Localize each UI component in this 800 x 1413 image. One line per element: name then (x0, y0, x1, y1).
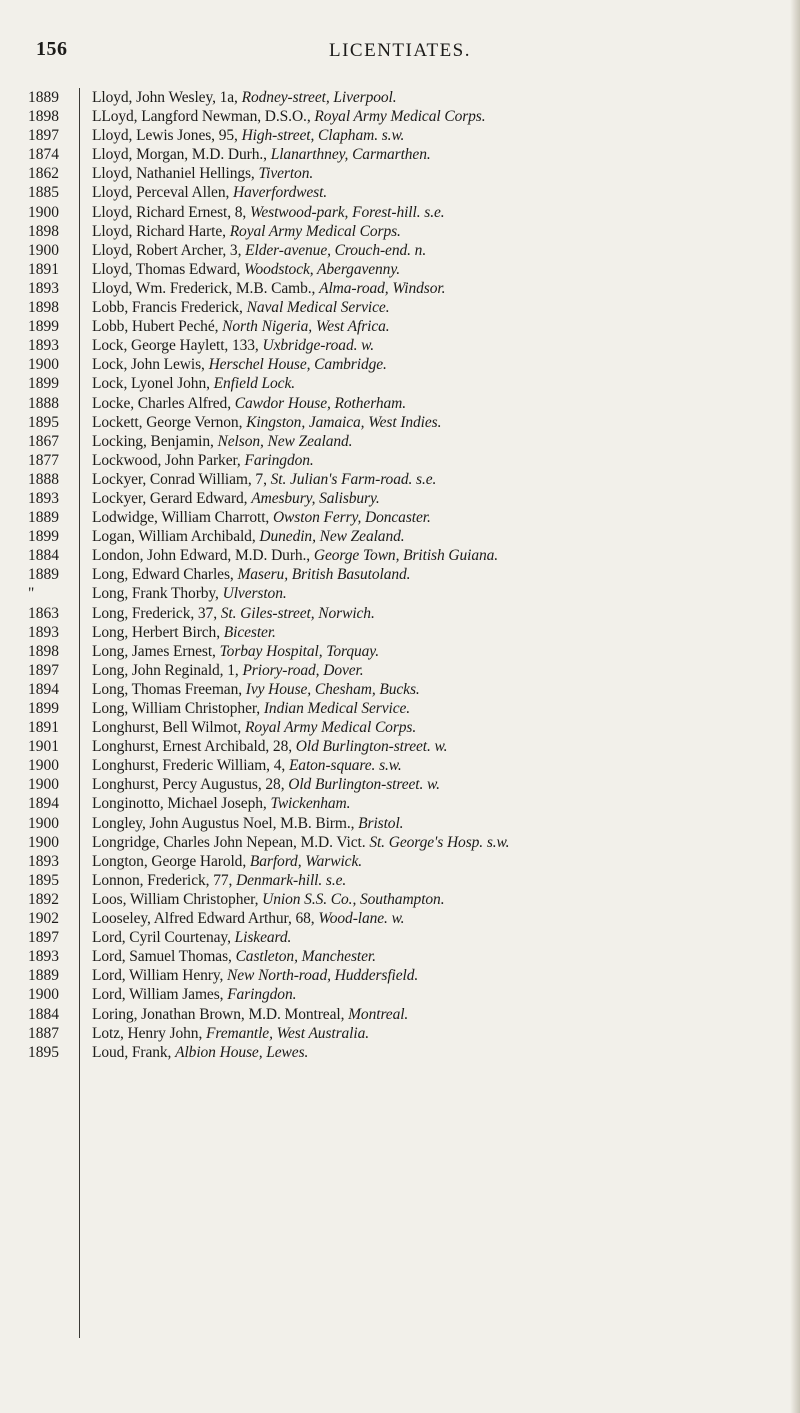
entry-address: Royal Army Medical Corps. (229, 222, 401, 240)
entry-year: 1893 (28, 279, 59, 297)
entry-address: Owston Ferry, Doncaster. (272, 509, 431, 527)
entry-address: Fremantle, West Australia. (206, 1024, 370, 1042)
entry-text (92, 661, 782, 680)
entry-name: Lockwood, John Parker, (92, 451, 245, 469)
entry-text (92, 107, 782, 126)
entry-year: 1899 (28, 375, 59, 393)
list-item (0, 814, 800, 833)
entry-text (92, 737, 782, 756)
entry-text (92, 489, 782, 508)
entry-text (92, 260, 782, 279)
entry-name: Long, William Christopher, (92, 700, 264, 717)
list-item (0, 775, 800, 794)
entry-address: Nelson, New Zealand. (217, 432, 353, 450)
entry-text (92, 222, 782, 241)
list-item (0, 604, 800, 623)
entry-name: Longhurst, Frederic William, 4, (92, 757, 289, 775)
entry-text (92, 279, 782, 298)
entry-address: Bristol. (358, 814, 404, 832)
entry-address: Union S.S. Co., Southampton. (262, 890, 445, 908)
entry-text (92, 928, 782, 947)
entry-text (92, 88, 782, 107)
entry-name: Lord, William Henry, (92, 967, 228, 985)
entry-name: London, John Edward, M.D. Durh., (92, 547, 314, 565)
list-item (0, 470, 800, 489)
entry-text (92, 145, 782, 164)
list-item (0, 317, 800, 336)
entry-address: Llanarthney, Carmarthen. (270, 146, 431, 164)
entry-name: Long, James Ernest, (92, 642, 220, 660)
entry-year: 1893 (28, 852, 59, 870)
entry-name: Lloyd, Robert Archer, 3, (92, 241, 246, 259)
entry-year: 1889 (28, 89, 59, 106)
entry-year: 1894 (28, 680, 59, 698)
list-item (0, 699, 800, 718)
entry-text (92, 947, 782, 966)
entry-name: Long, Edward Charles, (92, 566, 238, 584)
entry-name: Longley, John Augustus Noel, M.B. Birm., (92, 814, 359, 832)
entry-year: 1895 (28, 871, 59, 889)
entry-address: Kingston, Jamaica, West Indies. (246, 413, 442, 431)
list-item (0, 241, 800, 260)
entry-address: Castleton, Manchester. (235, 948, 376, 966)
entry-address: Rodney-street, Liverpool. (241, 89, 397, 106)
list-item (0, 833, 800, 852)
list-item (0, 527, 800, 546)
list-item (0, 394, 800, 413)
entry-text (92, 909, 782, 928)
entry-address: Old Burlington-street. w. (288, 776, 440, 794)
entry-year: 1889 (28, 967, 59, 985)
list-item (0, 546, 800, 565)
entry-name: Loud, Frank, (92, 1043, 176, 1061)
list-item (0, 489, 800, 508)
list-item (0, 947, 800, 966)
entry-address: Ivy House, Chesham, Bucks. (245, 680, 420, 698)
entry-name: Lobb, Francis Frederick, (92, 299, 247, 317)
entry-name: Longhurst, Ernest Archibald, 28, (92, 738, 296, 756)
entry-address: Liskeard. (234, 929, 292, 947)
entry-name: Lloyd, Morgan, M.D. Durh., (92, 146, 271, 164)
entry-address: Naval Medical Service. (246, 299, 390, 317)
entry-text (92, 317, 782, 336)
entry-text (92, 1005, 782, 1024)
list-item (0, 164, 800, 183)
entry-address: Bicester. (223, 623, 276, 641)
entry-name: LLoyd, Langford Newman, D.S.O., (92, 108, 315, 126)
list-item (0, 1005, 800, 1024)
entry-text (92, 355, 782, 374)
entry-year: 1891 (28, 719, 59, 737)
entry-address: Haverfordwest. (233, 184, 328, 202)
entry-name: Lloyd, Thomas Edward, (92, 260, 245, 278)
list-item (0, 183, 800, 202)
entry-name: Logan, William Archibald, (92, 528, 260, 546)
entry-year: 1884 (28, 547, 59, 565)
list-item (0, 1024, 800, 1043)
entry-year: 1900 (28, 776, 59, 794)
list-item (0, 126, 800, 145)
entry-name: Loring, Jonathan Brown, M.D. Montreal, (92, 1005, 349, 1023)
list-item (0, 279, 800, 298)
entry-address: Indian Medical Service. (263, 700, 411, 717)
entry-name: Locke, Charles Alfred, (92, 394, 235, 412)
entry-text (92, 1043, 782, 1062)
entry-name: Long, Herbert Birch, (92, 623, 224, 641)
list-item (0, 203, 800, 222)
running-title: LICENTIATES. (328, 40, 471, 61)
entry-year: 1893 (28, 623, 59, 641)
entry-text (92, 298, 782, 317)
entry-address: Eaton-square. s.w. (288, 757, 402, 775)
entry-address: Amesbury, Salisbury. (251, 489, 380, 507)
entry-text (92, 394, 782, 413)
entry-address: Uxbridge-road. w. (262, 337, 375, 355)
entry-year: 1891 (28, 260, 59, 278)
entry-year: 1902 (28, 910, 59, 928)
list-item (0, 355, 800, 374)
entry-year: 1894 (28, 795, 59, 813)
entry-text (92, 966, 782, 985)
entry-text (92, 871, 782, 890)
entry-name: Longinotto, Michael Joseph, (92, 795, 271, 813)
entry-name: Lord, Samuel Thomas, (92, 948, 236, 966)
entry-year: 1893 (28, 948, 59, 966)
entry-address: Elder-avenue, Crouch-end. n. (245, 241, 427, 259)
entry-address: Enfield Lock. (213, 375, 296, 393)
list-item (0, 718, 800, 737)
entry-text (92, 470, 782, 489)
entry-year: 1893 (28, 337, 59, 355)
entry-name: Lloyd, Richard Ernest, 8, (92, 203, 250, 221)
entry-address: Twickenham. (270, 795, 351, 813)
entry-name: Lockyer, Conrad William, 7, (92, 470, 271, 488)
entry-address: George Town, British Guiana. (313, 547, 499, 565)
entry-address: Woodstock, Abergavenny. (244, 260, 401, 278)
entry-text (92, 432, 782, 451)
entry-year: 1901 (28, 738, 59, 756)
entry-address: High-street, Clapham. s.w. (241, 127, 405, 145)
list-item (0, 890, 800, 909)
entry-name: Lockyer, Gerard Edward, (92, 489, 252, 507)
entry-text (92, 183, 782, 202)
entry-address: Royal Army Medical Corps. (244, 719, 417, 737)
list-item (0, 928, 800, 947)
entry-year: 1897 (28, 661, 59, 679)
entry-text (92, 1024, 782, 1043)
entry-address: Royal Army Medical Corps. (314, 108, 486, 126)
entry-name: Lord, Cyril Courtenay, (92, 929, 235, 947)
entry-text (92, 985, 782, 1004)
list-item (0, 88, 800, 107)
entry-year: 1885 (28, 184, 59, 202)
entry-text (92, 527, 782, 546)
entry-year: 1889 (28, 566, 59, 584)
entry-text (92, 413, 782, 432)
entry-year: 1888 (28, 394, 59, 412)
entry-year: 1900 (28, 241, 59, 259)
entry-text (92, 680, 782, 699)
entry-year: 1874 (28, 146, 59, 164)
list-item (0, 432, 800, 451)
entry-address: Tiverton. (258, 165, 314, 183)
entry-name: Longridge, Charles John Nepean, M.D. Vict. (92, 833, 370, 851)
page-number: 156 (36, 38, 68, 60)
entry-address: Cawdor House, Rotherham. (234, 394, 407, 412)
entry-name: Lloyd, Wm. Frederick, M.B. Camb., (92, 279, 320, 297)
entry-year: 1898 (28, 222, 59, 240)
list-item (0, 145, 800, 164)
entry-address: Faringdon. (227, 986, 297, 1004)
entry-name: Lobb, Hubert Peché, (92, 318, 223, 336)
list-item (0, 852, 800, 871)
entry-year: 1863 (28, 604, 59, 622)
entry-year: 1900 (28, 833, 59, 851)
entry-text (92, 852, 782, 871)
entry-name: Lloyd, Richard Harte, (92, 222, 230, 240)
list-item (0, 737, 800, 756)
entry-name: Long, Thomas Freeman, (92, 680, 246, 698)
list-item (0, 756, 800, 775)
entry-address: Barford, Warwick. (249, 852, 363, 870)
entry-name: Lloyd, John Wesley, 1a, (92, 89, 242, 106)
entry-year: 1884 (28, 1005, 59, 1023)
page-edge (790, 0, 800, 1413)
list-item (0, 298, 800, 317)
entry-year: 1867 (28, 432, 59, 450)
entry-text (92, 508, 782, 527)
entry-name: Longhurst, Percy Augustus, 28, (92, 776, 289, 794)
entry-year: " (28, 585, 35, 603)
entry-address: Old Burlington-street. w. (295, 738, 448, 756)
entry-address: St. George's Hosp. s.w. (369, 833, 510, 851)
entry-text (92, 374, 782, 393)
list-item (0, 794, 800, 813)
list-item (0, 909, 800, 928)
entry-name: Lockett, George Vernon, (92, 413, 247, 431)
entry-year: 1900 (28, 986, 59, 1004)
entry-name: Lotz, Henry John, (92, 1024, 206, 1042)
list-item (0, 1043, 800, 1062)
licentiates-list (0, 88, 800, 1062)
entry-text (92, 699, 782, 718)
entry-year: 1899 (28, 318, 59, 336)
entry-year: 1900 (28, 203, 59, 221)
entry-text (92, 203, 782, 222)
entry-address: Ulverston. (222, 585, 287, 603)
entry-text (92, 756, 782, 775)
entry-year: 1898 (28, 299, 59, 317)
page-header (0, 0, 800, 70)
entry-year: 1900 (28, 356, 59, 374)
entry-text (92, 604, 782, 623)
entry-year: 1899 (28, 528, 59, 546)
entry-name: Lord, William James, (92, 986, 228, 1004)
list-item (0, 451, 800, 470)
entry-name: Looseley, Alfred Edward Arthur, 68, (92, 910, 319, 928)
entry-text (92, 890, 782, 909)
entry-year: 1898 (28, 642, 59, 660)
list-item (0, 966, 800, 985)
entry-address: Faringdon. (244, 451, 314, 469)
entry-name: Long, Frank Thorby, (92, 585, 223, 603)
entry-text (92, 565, 782, 584)
entry-year: 1893 (28, 489, 59, 507)
list-item (0, 107, 800, 126)
entry-name: Lonnon, Frederick, 77, (92, 871, 237, 889)
entry-year: 1898 (28, 108, 59, 126)
entry-year: 1887 (28, 1024, 59, 1042)
entry-name: Lloyd, Perceval Allen, (92, 184, 234, 202)
list-item (0, 336, 800, 355)
entry-address: St. Julian's Farm-road. s.e. (270, 470, 437, 488)
entry-text (92, 775, 782, 794)
entry-name: Locking, Benjamin, (92, 432, 218, 450)
entry-name: Lloyd, Nathaniel Hellings, (92, 165, 259, 183)
entry-name: Lock, John Lewis, (92, 356, 209, 374)
list-item (0, 623, 800, 642)
entry-address: Albion House, Lewes. (175, 1043, 309, 1061)
list-item (0, 584, 800, 603)
list-item (0, 565, 800, 584)
entry-address: Maseru, British Basutoland. (237, 566, 411, 584)
entry-name: Lloyd, Lewis Jones, 95, (92, 127, 242, 145)
entry-year: 1888 (28, 470, 59, 488)
entry-address: Wood-lane. w. (318, 910, 405, 928)
list-item (0, 413, 800, 432)
entry-year: 1862 (28, 165, 59, 183)
entry-address: Priory-road, Dover. (242, 661, 364, 679)
list-item (0, 642, 800, 661)
entry-address: Westwood-park, Forest-hill. s.e. (249, 203, 445, 221)
entry-address: New North-road, Huddersfield. (227, 967, 419, 985)
entry-text (92, 451, 782, 470)
entry-text (92, 546, 782, 565)
entry-year: 1895 (28, 413, 59, 431)
list-item (0, 985, 800, 1004)
list-item (0, 508, 800, 527)
list-item (0, 871, 800, 890)
entry-text (92, 833, 782, 852)
entry-name: Lodwidge, William Charrott, (92, 509, 273, 527)
list-item (0, 374, 800, 393)
entry-text (92, 623, 782, 642)
entry-name: Loos, William Christopher, (92, 890, 263, 908)
entry-text (92, 241, 782, 260)
list-item (0, 680, 800, 699)
entry-address: North Nigeria, West Africa. (222, 318, 390, 336)
entry-address: St. Giles-street, Norwich. (220, 604, 375, 622)
entry-year: 1897 (28, 127, 59, 145)
entry-address: Dunedin, New Zealand. (259, 528, 405, 546)
list-item (0, 661, 800, 680)
entry-address: Torbay Hospital, Torquay. (219, 642, 380, 660)
entry-year: 1900 (28, 757, 59, 775)
entry-address: Alma-road, Windsor. (319, 279, 446, 297)
entry-year: 1899 (28, 700, 59, 717)
entry-text (92, 126, 782, 145)
entry-year: 1892 (28, 890, 59, 908)
entry-text (92, 164, 782, 183)
entry-text (92, 814, 782, 833)
entry-name: Long, Frederick, 37, (92, 604, 221, 622)
entry-text (92, 584, 782, 603)
entry-name: Longton, George Harold, (92, 852, 250, 870)
list-item (0, 222, 800, 241)
entry-name: Longhurst, Bell Wilmot, (92, 719, 245, 737)
entry-address: Herschel House, Cambridge. (208, 356, 387, 374)
entry-name: Lock, George Haylett, 133, (92, 337, 263, 355)
entry-address: Montreal. (348, 1005, 409, 1023)
entry-text (92, 642, 782, 661)
list-item (0, 260, 800, 279)
entry-name: Lock, Lyonel John, (92, 375, 214, 393)
entry-text (92, 794, 782, 813)
entry-year: 1889 (28, 509, 59, 527)
entry-year: 1895 (28, 1043, 59, 1061)
entry-name: Long, John Reginald, 1, (92, 661, 243, 679)
entry-year: 1900 (28, 814, 59, 832)
entry-text (92, 718, 782, 737)
entry-address: Denmark-hill. s.e. (236, 871, 347, 889)
entry-year: 1897 (28, 929, 59, 947)
entry-year: 1877 (28, 451, 59, 469)
entry-text (92, 336, 782, 355)
